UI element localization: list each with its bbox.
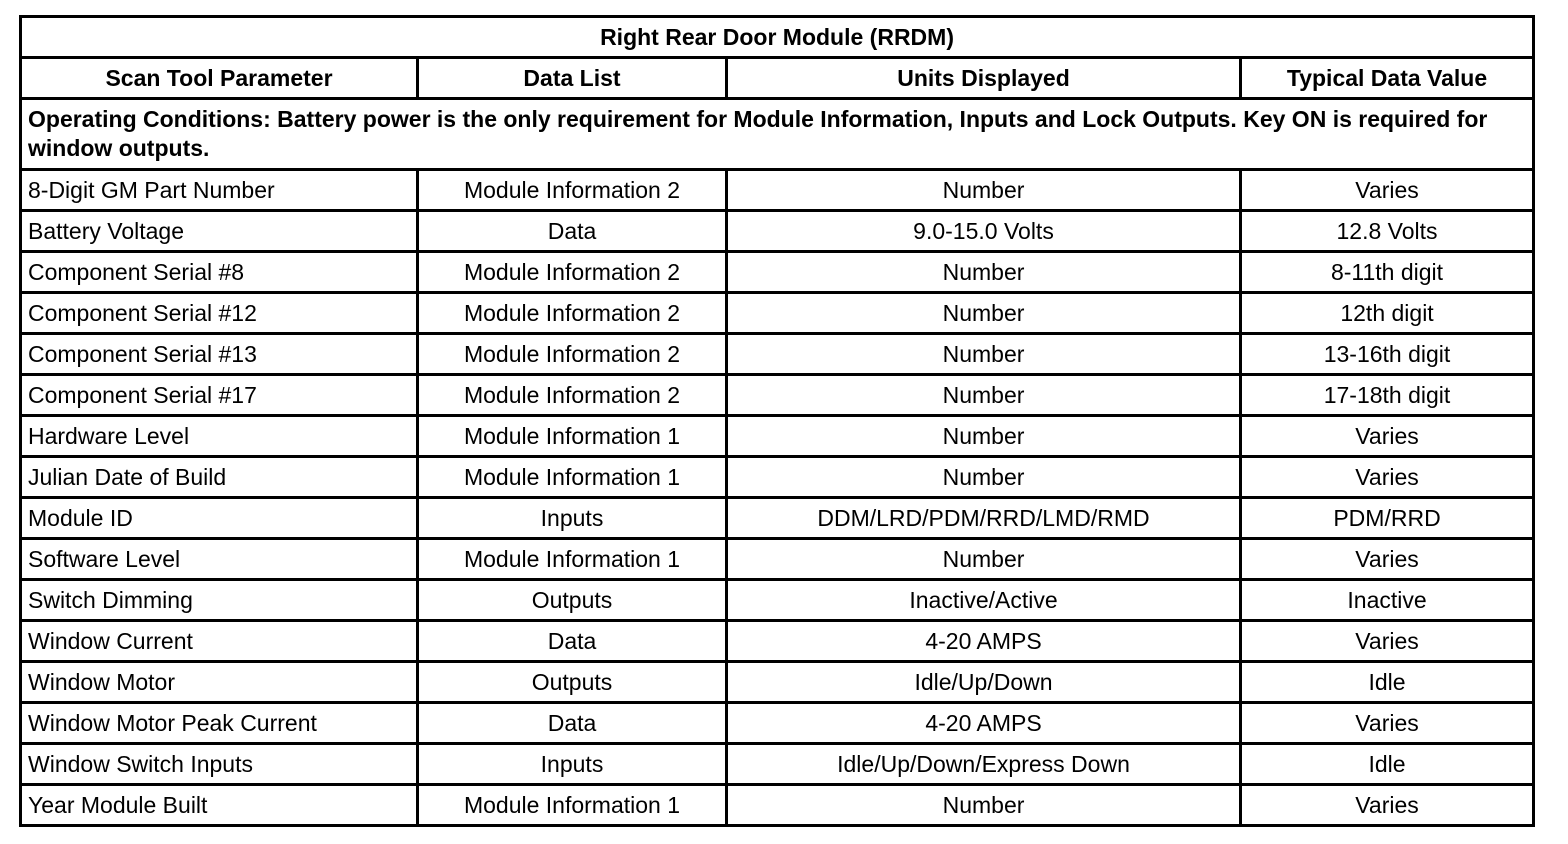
document-page (19, 15, 1532, 827)
cell-units-displayed: Number (727, 252, 1241, 293)
cell-units-displayed: Number (727, 785, 1241, 826)
cell-typical-data-value: Varies (1241, 539, 1534, 580)
cell-data-list: Outputs (418, 580, 727, 621)
cell-typical-data-value: Varies (1241, 416, 1534, 457)
cell-scan-tool-parameter: Julian Date of Build (21, 457, 418, 498)
cell-scan-tool-parameter: Battery Voltage (21, 211, 418, 252)
cell-typical-data-value: 13-16th digit (1241, 334, 1534, 375)
cell-typical-data-value: Varies (1241, 170, 1534, 211)
table-row (21, 785, 1534, 826)
cell-units-displayed: Idle/Up/Down/Express Down (727, 744, 1241, 785)
cell-units-displayed: 4-20 AMPS (727, 703, 1241, 744)
cell-scan-tool-parameter: 8-Digit GM Part Number (21, 170, 418, 211)
cell-units-displayed: Inactive/Active (727, 580, 1241, 621)
cell-typical-data-value: 12.8 Volts (1241, 211, 1534, 252)
table-row (21, 621, 1534, 662)
table-row (21, 457, 1534, 498)
cell-typical-data-value: 12th digit (1241, 293, 1534, 334)
cell-units-displayed: Number (727, 293, 1241, 334)
column-header-data-list: Data List (418, 58, 727, 99)
operating-conditions-note: Operating Conditions: Battery power is the only requirement for Module Information, Inputs and Lock Outputs. Key ON is required for window outputs. (21, 99, 1534, 170)
cell-typical-data-value: Varies (1241, 703, 1534, 744)
cell-data-list: Module Information 1 (418, 539, 727, 580)
table-row (21, 416, 1534, 457)
table-row (21, 252, 1534, 293)
cell-data-list: Module Information 1 (418, 785, 727, 826)
table-row (21, 375, 1534, 416)
cell-data-list: Outputs (418, 662, 727, 703)
cell-scan-tool-parameter: Software Level (21, 539, 418, 580)
cell-scan-tool-parameter: Window Switch Inputs (21, 744, 418, 785)
cell-data-list: Module Information 2 (418, 170, 727, 211)
cell-typical-data-value: 17-18th digit (1241, 375, 1534, 416)
column-header-typical-data-value: Typical Data Value (1241, 58, 1534, 99)
column-header-scan-tool-parameter: Scan Tool Parameter (21, 58, 418, 99)
cell-units-displayed: Number (727, 457, 1241, 498)
cell-units-displayed: DDM/LRD/PDM/RRD/LMD/RMD (727, 498, 1241, 539)
cell-units-displayed: Number (727, 170, 1241, 211)
table-header-row (21, 58, 1534, 99)
cell-scan-tool-parameter: Window Motor Peak Current (21, 703, 418, 744)
cell-units-displayed: Number (727, 375, 1241, 416)
cell-data-list: Data (418, 211, 727, 252)
cell-scan-tool-parameter: Window Motor (21, 662, 418, 703)
cell-data-list: Data (418, 621, 727, 662)
cell-scan-tool-parameter: Year Module Built (21, 785, 418, 826)
cell-units-displayed: 4-20 AMPS (727, 621, 1241, 662)
cell-scan-tool-parameter: Component Serial #12 (21, 293, 418, 334)
table-row (21, 293, 1534, 334)
cell-data-list: Module Information 1 (418, 416, 727, 457)
table-row (21, 170, 1534, 211)
cell-units-displayed: Number (727, 334, 1241, 375)
cell-units-displayed: Number (727, 539, 1241, 580)
cell-data-list: Module Information 1 (418, 457, 727, 498)
table-row (21, 703, 1534, 744)
cell-typical-data-value: PDM/RRD (1241, 498, 1534, 539)
cell-scan-tool-parameter: Component Serial #17 (21, 375, 418, 416)
cell-data-list: Module Information 2 (418, 375, 727, 416)
table-title: Right Rear Door Module (RRDM) (21, 17, 1534, 58)
cell-data-list: Module Information 2 (418, 334, 727, 375)
cell-scan-tool-parameter: Hardware Level (21, 416, 418, 457)
table-row (21, 498, 1534, 539)
column-header-units-displayed: Units Displayed (727, 58, 1241, 99)
cell-typical-data-value: 8-11th digit (1241, 252, 1534, 293)
rrdm-data-table (19, 15, 1535, 827)
table-row (21, 334, 1534, 375)
table-row (21, 744, 1534, 785)
cell-typical-data-value: Idle (1241, 744, 1534, 785)
operating-conditions-row (21, 99, 1534, 170)
cell-data-list: Inputs (418, 744, 727, 785)
table-body (21, 99, 1534, 826)
cell-data-list: Data (418, 703, 727, 744)
cell-typical-data-value: Varies (1241, 621, 1534, 662)
cell-scan-tool-parameter: Component Serial #13 (21, 334, 418, 375)
cell-scan-tool-parameter: Window Current (21, 621, 418, 662)
cell-data-list: Module Information 2 (418, 252, 727, 293)
cell-typical-data-value: Idle (1241, 662, 1534, 703)
table-row (21, 539, 1534, 580)
cell-typical-data-value: Inactive (1241, 580, 1534, 621)
cell-typical-data-value: Varies (1241, 457, 1534, 498)
table-title-row (21, 17, 1534, 58)
cell-units-displayed: Number (727, 416, 1241, 457)
cell-typical-data-value: Varies (1241, 785, 1534, 826)
cell-units-displayed: 9.0-15.0 Volts (727, 211, 1241, 252)
table-row (21, 662, 1534, 703)
cell-data-list: Inputs (418, 498, 727, 539)
cell-data-list: Module Information 2 (418, 293, 727, 334)
cell-scan-tool-parameter: Component Serial #8 (21, 252, 418, 293)
table-row (21, 211, 1534, 252)
cell-scan-tool-parameter: Switch Dimming (21, 580, 418, 621)
cell-scan-tool-parameter: Module ID (21, 498, 418, 539)
cell-units-displayed: Idle/Up/Down (727, 662, 1241, 703)
table-row (21, 580, 1534, 621)
